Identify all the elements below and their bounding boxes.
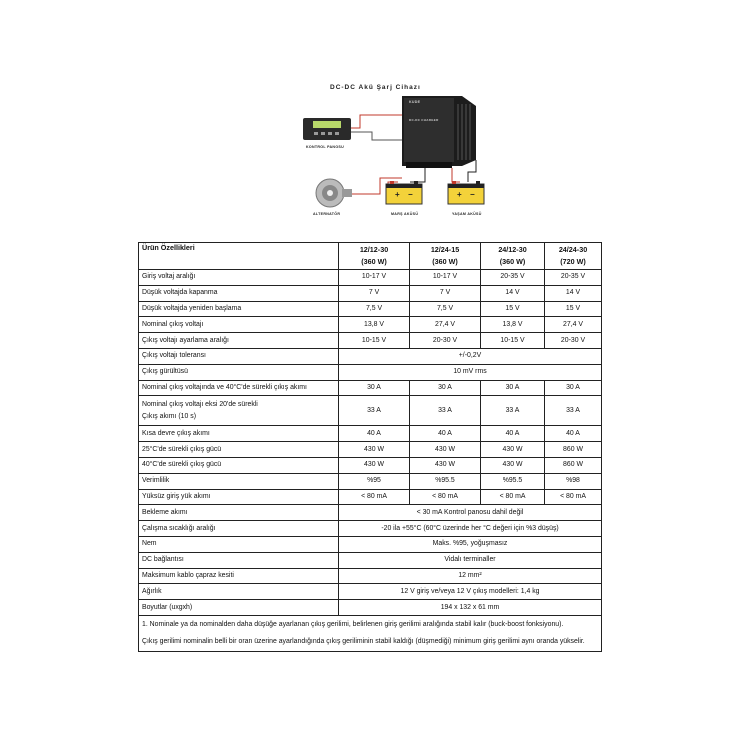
row-label: Çıkış voltajı ayarlama aralığı	[139, 333, 339, 349]
row-value: 10-15 V	[339, 333, 410, 349]
row-value: 15 V	[481, 301, 545, 317]
row-value: 12 mm²	[339, 568, 602, 584]
row-value: 10-17 V	[410, 270, 481, 286]
row-value: 40 A	[545, 426, 602, 442]
row-value: 860 W	[545, 442, 602, 458]
row-value: 10-17 V	[339, 270, 410, 286]
row-label: Nem	[139, 536, 339, 552]
control-panel-device	[303, 118, 351, 140]
row-label: Giriş voltaj aralığı	[139, 270, 339, 286]
row-value: +/-0,2V	[339, 348, 602, 364]
header-row	[139, 243, 602, 270]
model-header: 12/12-30 (360 W)	[339, 243, 410, 270]
house-battery-device	[448, 181, 484, 204]
row-label: Çıkış voltajı toleransı	[139, 348, 339, 364]
row-value: 30 A	[339, 380, 410, 396]
row-value: -20 ila +55°C (60°C üzerinde her °C değeri için %3 düşüş)	[339, 521, 602, 537]
row-value: 13,8 V	[339, 317, 410, 333]
row-label: Düşük voltajda yeniden başlama	[139, 301, 339, 317]
model-header: 12/24-15 (360 W)	[410, 243, 481, 270]
row-value: 430 W	[410, 442, 481, 458]
table-row	[139, 568, 602, 584]
label-alternator: ALTERNATÖR	[313, 212, 341, 216]
table-row	[139, 489, 602, 505]
charger-brand-text: KUDE	[409, 100, 421, 104]
diagram-title: DC-DC Akü Şarj Cihazı	[330, 84, 421, 91]
label-control-panel: KONTROL PANOSU	[306, 145, 345, 149]
row-label: 25°C'de sürekli çıkış gücü	[139, 442, 339, 458]
table-row	[139, 536, 602, 552]
notes-cell	[139, 615, 602, 651]
table-row	[139, 301, 602, 317]
table-row	[139, 380, 602, 396]
header-label: Ürün Özellikleri	[139, 243, 339, 270]
row-value: Maks. %95, yoğuşmasız	[339, 536, 602, 552]
row-label: Maksimum kablo çapraz kesiti	[139, 568, 339, 584]
row-value: 30 A	[545, 380, 602, 396]
row-value: 15 V	[545, 301, 602, 317]
row-value: 20-30 V	[410, 333, 481, 349]
table-row	[139, 442, 602, 458]
table-row	[139, 505, 602, 521]
table-row	[139, 285, 602, 301]
row-value: 20-35 V	[481, 270, 545, 286]
row-value: 7,5 V	[339, 301, 410, 317]
row-value: 30 A	[410, 380, 481, 396]
row-value: 20-35 V	[545, 270, 602, 286]
row-value: 430 W	[339, 442, 410, 458]
row-label: Düşük voltajda kapanma	[139, 285, 339, 301]
model-header: 24/12-30 (360 W)	[481, 243, 545, 270]
start-battery-minus: −	[408, 190, 413, 199]
row-value: < 80 mA	[339, 489, 410, 505]
table-row	[139, 333, 602, 349]
row-value: 40 A	[410, 426, 481, 442]
row-value: %95.5	[410, 473, 481, 489]
row-value: 430 W	[339, 457, 410, 473]
row-label: Boyutlar (uxgxh)	[139, 600, 339, 616]
row-value: 7,5 V	[410, 301, 481, 317]
row-value: 860 W	[545, 457, 602, 473]
row-label: 40°C'de sürekli çıkış gücü	[139, 457, 339, 473]
start-battery-device	[386, 181, 422, 204]
table-row	[139, 396, 602, 426]
table-row	[139, 600, 602, 616]
label-house-battery: YAŞAM AKÜSÜ	[452, 212, 482, 216]
row-label: DC bağlantısı	[139, 552, 339, 568]
table-row	[139, 270, 602, 286]
table-row	[139, 457, 602, 473]
row-value: 40 A	[339, 426, 410, 442]
footnote: Çıkış gerilimi nominalin belli bir oran üzerine ayarlandığında çıkış geriliminin stabil kaldığı (düşmediği) minimum giriş gerilimi aynı oranda yükselir.	[142, 638, 585, 646]
table-row	[139, 521, 602, 537]
notes-row	[139, 615, 602, 651]
row-value: 27,4 V	[545, 317, 602, 333]
row-value: < 30 mA Kontrol panosu dahil değil	[339, 505, 602, 521]
row-label: Yüksüz giriş yük akımı	[139, 489, 339, 505]
row-value: 14 V	[545, 285, 602, 301]
row-value: < 80 mA	[410, 489, 481, 505]
house-battery-minus: −	[470, 190, 475, 199]
row-value: 13,8 V	[481, 317, 545, 333]
model-header: 24/24-30 (720 W)	[545, 243, 602, 270]
table-row	[139, 317, 602, 333]
row-value: 40 A	[481, 426, 545, 442]
row-label: Nominal çıkış voltajı	[139, 317, 339, 333]
row-value: %95	[339, 473, 410, 489]
table-row	[139, 584, 602, 600]
specification-table	[138, 242, 602, 652]
row-value: 33 A	[410, 396, 481, 426]
row-value: 20-30 V	[545, 333, 602, 349]
row-value: < 80 mA	[545, 489, 602, 505]
table-row	[139, 426, 602, 442]
row-value: 14 V	[481, 285, 545, 301]
alternator-device	[316, 179, 352, 207]
row-value: 30 A	[481, 380, 545, 396]
row-value: 7 V	[410, 285, 481, 301]
row-label: Ağırlık	[139, 584, 339, 600]
row-value: 12 V giriş ve/veya 12 V çıkış modelleri: 1,4 kg	[339, 584, 602, 600]
row-label: Nominal çıkış voltajında ve 40°C'de sürekli çıkış akımı	[139, 380, 339, 396]
row-value: 33 A	[339, 396, 410, 426]
house-battery-plus: +	[457, 190, 462, 199]
row-value: 33 A	[481, 396, 545, 426]
row-label: Çalışma sıcaklığı aralığı	[139, 521, 339, 537]
dc-dc-charger-device	[402, 96, 476, 168]
row-value: 27,4 V	[410, 317, 481, 333]
row-label: Bekleme akımı	[139, 505, 339, 521]
row-label: Verimlilik	[139, 473, 339, 489]
table-row	[139, 364, 602, 380]
row-value: 10 mV rms	[339, 364, 602, 380]
row-value: 10-15 V	[481, 333, 545, 349]
row-value: < 80 mA	[481, 489, 545, 505]
row-label: Kısa devre çıkış akımı	[139, 426, 339, 442]
row-value: 33 A	[545, 396, 602, 426]
row-value: 7 V	[339, 285, 410, 301]
table-row	[139, 552, 602, 568]
row-value: Vidalı terminaller	[339, 552, 602, 568]
row-value: 430 W	[481, 442, 545, 458]
footnote: 1. Nominale ya da nominalden daha düşüğe ayarlanan çıkış gerilimi, belirlenen giriş gerilimi aralığında stabil kalır (buck-boost fonksiyonu).	[142, 620, 564, 628]
label-start-battery: MARŞ AKÜSÜ	[391, 212, 419, 216]
row-value: %98	[545, 473, 602, 489]
row-value: %95.5	[481, 473, 545, 489]
start-battery-plus: +	[395, 190, 400, 199]
table-row	[139, 473, 602, 489]
row-label: Nominal çıkış voltajı eksi 20'de sürekli Çıkış akımı (10 s)	[139, 396, 339, 426]
row-value: 430 W	[481, 457, 545, 473]
table-row	[139, 348, 602, 364]
row-label: Çıkış gürültüsü	[139, 364, 339, 380]
row-value: 430 W	[410, 457, 481, 473]
row-value: 194 x 132 x 61 mm	[339, 600, 602, 616]
charger-model-text: DC-DC CHARGER	[409, 118, 439, 122]
